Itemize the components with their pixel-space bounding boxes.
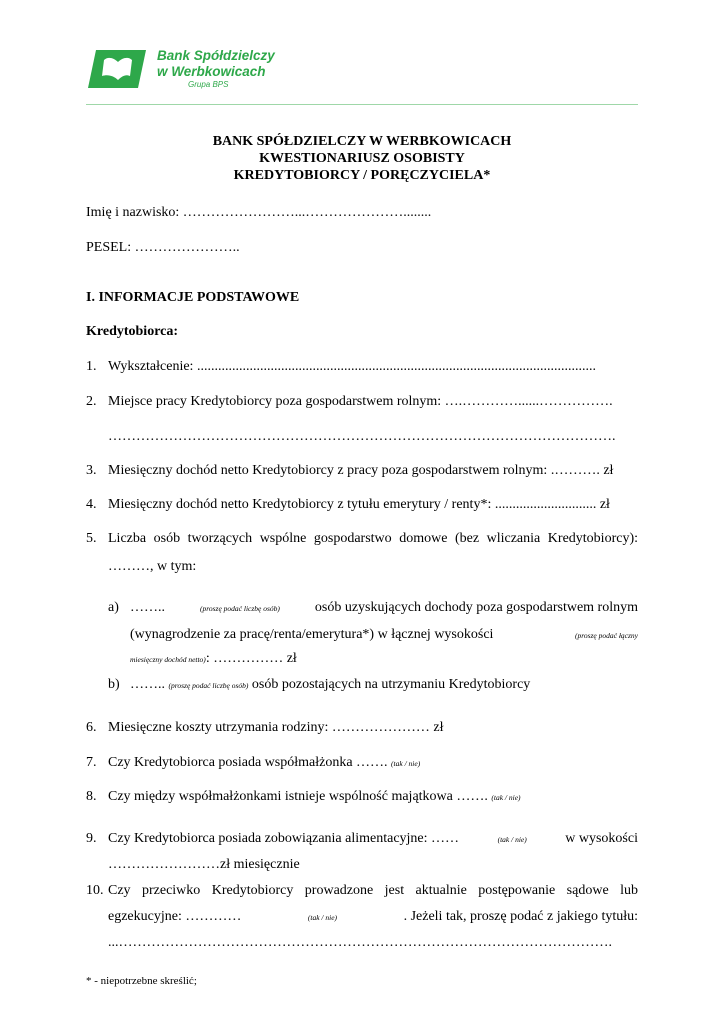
title-line3: KREDYTOBIORCY / PORĘCZYCIELA* (233, 168, 491, 183)
sub-item-a-line2-row (130, 627, 638, 643)
item-number: 5. (86, 531, 97, 546)
hint-text: (tak / nie) (491, 793, 521, 802)
household-count-label: Liczba osób tworzących wspólne gospodarstwo domowe (bez wliczania Kredytobiorcy): (108, 531, 638, 546)
alimony-amount-field[interactable]: ……………………zł miesięcznie (108, 857, 300, 872)
bank-name (157, 48, 275, 80)
education-field[interactable]: Wykształcenie: .................................................................................................................. (108, 359, 596, 374)
item-number: 9. (86, 831, 97, 846)
section-heading: I. INFORMACJE PODSTAWOWE (86, 290, 300, 305)
dependents-label: osób pozostających na utrzymaniu Kredytobiorcy (251, 677, 531, 692)
name-field[interactable]: Imię i nazwisko: ……………………...…………………........ (86, 205, 432, 220)
bank-name-line1: Bank Spółdzielczy (157, 48, 275, 63)
hint-text: (tak / nie) (391, 759, 421, 768)
sub-item-label: b) (108, 677, 120, 692)
alimony-field[interactable]: Czy Kredytobiorca posiada zobowiązania alimentacyjne: …… (108, 831, 460, 846)
court-title-field[interactable]: ...……………………………………………………………………………………………. (108, 935, 612, 950)
item-number: 4. (86, 497, 97, 512)
court-proceedings-field[interactable]: egzekucyjne: ………… (108, 909, 242, 924)
group-label: Grupa BPS (188, 80, 229, 89)
court-title-label: . Jeżeli tak, proszę podać z jakiego tytułu: (403, 909, 638, 924)
household-count-field[interactable]: ………, w tym: (108, 559, 197, 574)
hint-text: (proszę podać łączny (574, 631, 638, 640)
alimony-amount-label: w wysokości (565, 831, 638, 846)
living-costs-field[interactable]: Miesięczne koszty utrzymania rodziny: ………………… zł (108, 720, 444, 735)
hint-text: miesięczny dochód netto) (130, 655, 206, 664)
pension-income-field[interactable]: Miesięczny dochód netto Kredytobiorcy z tytułu emerytury / renty*: ............................. zł (108, 497, 610, 512)
hint-text: (tak / nie) (307, 913, 338, 922)
borrower-subheading: Kredytobiorca: (86, 324, 179, 339)
hint-text: (tak / nie) (497, 835, 527, 844)
title-line1: BANK SPÓŁDZIELCZY W WERBKOWICACH (212, 134, 512, 149)
title-line2: KWESTIONARIUSZ OSOBISTY (259, 151, 465, 166)
item-number: 7. (86, 755, 97, 770)
court-proceedings-label: Czy przeciwko Kredytobiorcy prowadzone jest aktualnie postępowanie sądowe lub (108, 883, 638, 898)
item-number: 6. (86, 720, 97, 735)
sub-item-label: a) (108, 600, 119, 615)
item-number: 10. (86, 883, 104, 898)
footnote: * - niepotrzebne skreślić; (86, 975, 197, 987)
item-number: 8. (86, 789, 97, 804)
joint-property-field[interactable]: Czy między współmałżonkami istnieje wspólność majątkowa ……. (108, 789, 488, 804)
item-number: 2. (86, 394, 97, 409)
earners-income-label: (wynagrodzenie za pracę/renta/emerytura*) w łącznej wysokości (130, 627, 494, 642)
earners-count-field[interactable]: …….. (130, 600, 165, 615)
bank-name-line2: w Werbkowicach (157, 64, 266, 79)
workplace-field-line2[interactable]: ………………………………………………………………………………………………. (108, 429, 616, 444)
work-income-field[interactable]: Miesięczny dochód netto Kredytobiorcy z pracy poza gospodarstwem rolnym: .………. zł (108, 463, 614, 478)
hint-text: (proszę podać liczbę osób) (199, 604, 280, 613)
hint-text: (proszę podać liczbę osób) (168, 681, 249, 690)
item-number: 1. (86, 359, 97, 374)
pesel-field[interactable]: PESEL: ………………….. (86, 240, 240, 255)
header-divider (86, 104, 638, 105)
item-number: 3. (86, 463, 97, 478)
sub-item-a-line (130, 600, 638, 616)
workplace-field[interactable]: Miejsce pracy Kredytobiorcy poza gospodarstwem rolnym: ….…………......……………. (108, 394, 613, 409)
spouse-field[interactable]: Czy Kredytobiorca posiada współmałżonka ……. (108, 755, 388, 770)
earners-income-field[interactable]: : …………… zł (205, 651, 297, 666)
earners-label: osób uzyskujących dochody poza gospodarstwem rolnym (314, 600, 638, 615)
dependents-count-field[interactable]: …….. (130, 677, 165, 692)
bank-logo-icon (86, 48, 148, 90)
